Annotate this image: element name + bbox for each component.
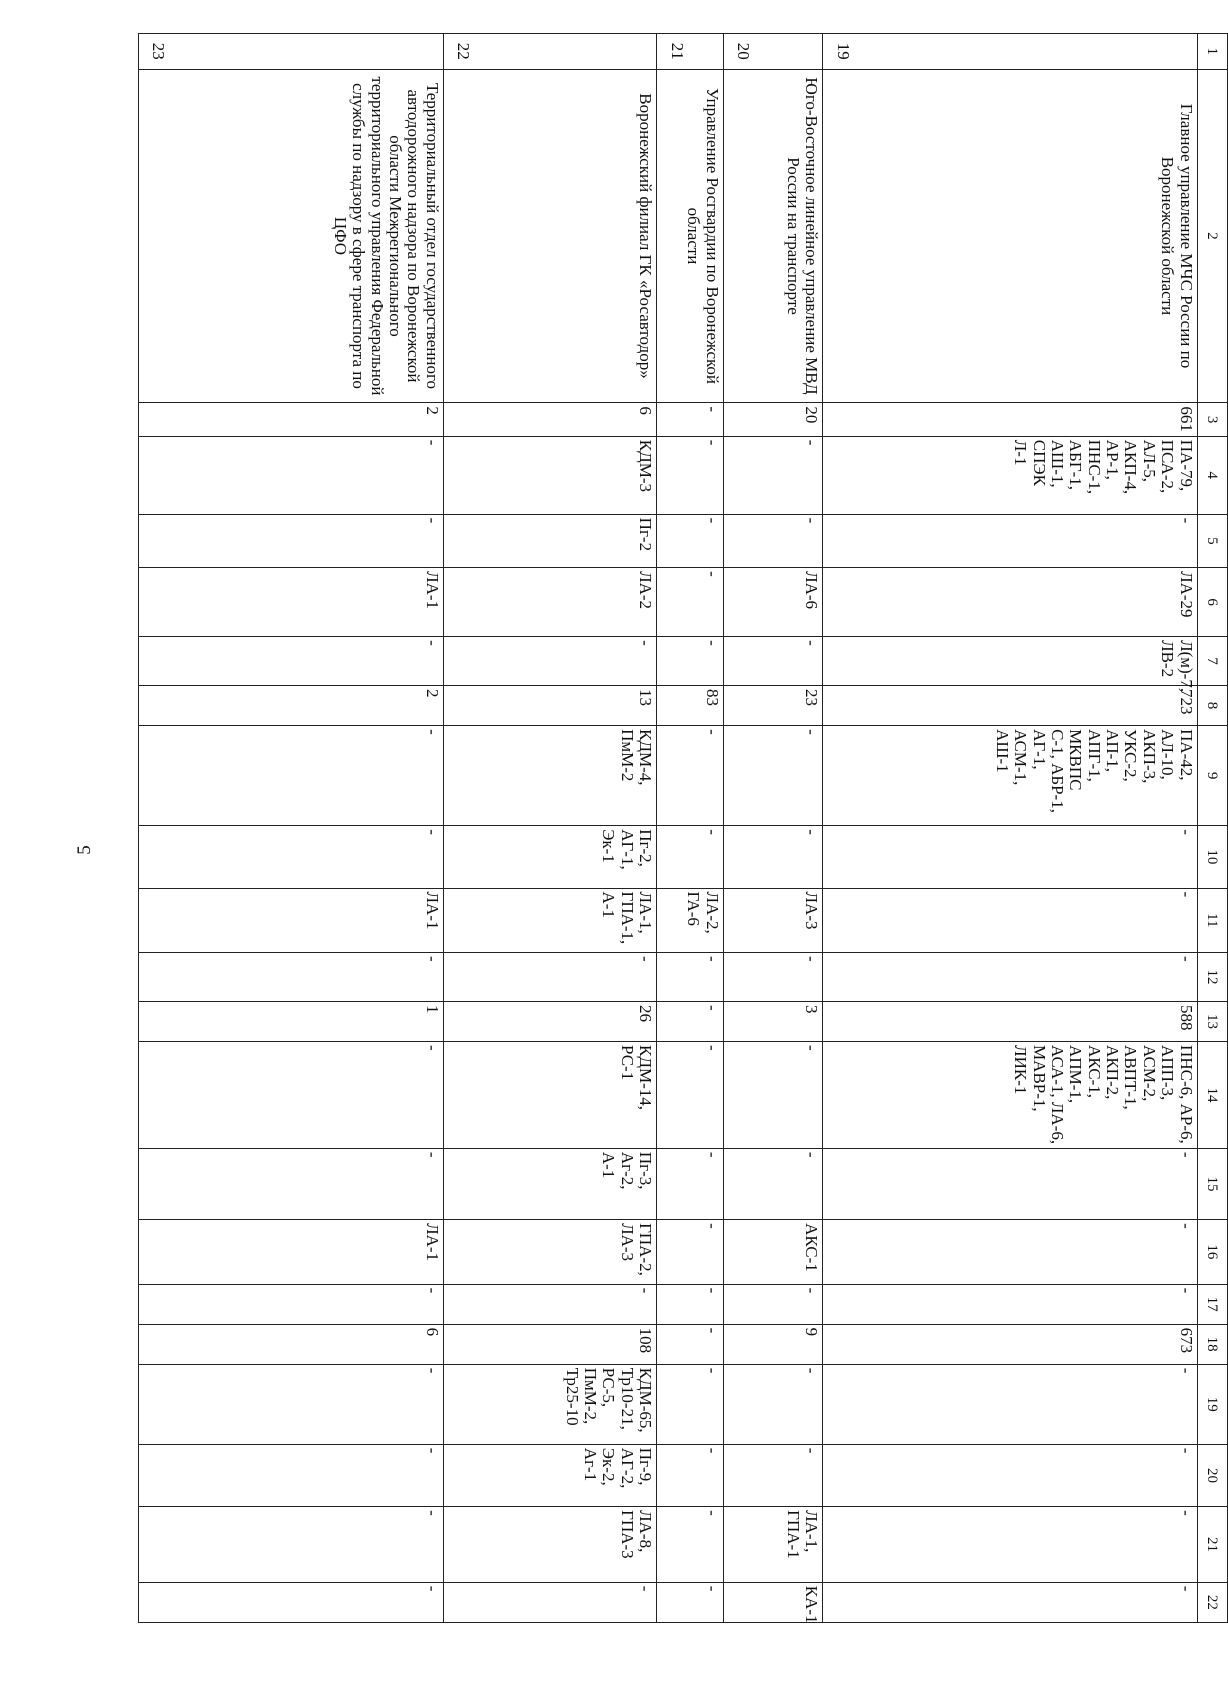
data-cell: - xyxy=(823,826,1197,888)
header-cell: 3 xyxy=(1197,403,1227,436)
data-cell: - xyxy=(443,1582,656,1622)
data-cell: 6 xyxy=(443,403,656,436)
data-cell: - xyxy=(657,1507,724,1583)
organization-name: Юго-Восточное линейное управление МВД России на транспорте xyxy=(723,69,823,403)
data-cell: - xyxy=(823,888,1197,953)
data-cell: - xyxy=(723,514,823,567)
data-cell: - xyxy=(723,953,823,1002)
data-cell: 83 xyxy=(657,686,724,726)
data-cell: ЛА-2, ГА-6 xyxy=(657,888,724,953)
data-cell: Пг-9, АГ-2, Эк-2, Аг-1 xyxy=(443,1444,656,1506)
data-cell: - xyxy=(657,1042,724,1149)
data-cell: - xyxy=(657,1284,724,1324)
data-cell: - xyxy=(657,403,724,436)
header-cell: 6 xyxy=(1197,568,1227,637)
data-cell: КДМ-3 xyxy=(443,436,656,514)
data-cell: - xyxy=(657,436,724,514)
data-cell: ЛА-29 xyxy=(823,568,1197,637)
data-cell: 9 xyxy=(723,1324,823,1364)
header-cell: 7 xyxy=(1197,637,1227,686)
header-cell: 14 xyxy=(1197,1042,1227,1149)
data-cell: 20 xyxy=(723,403,823,436)
data-cell: ГПА-2, ЛА-3 xyxy=(443,1220,656,1285)
data-cell: - xyxy=(723,1364,823,1444)
data-cell: - xyxy=(657,568,724,637)
data-cell: - xyxy=(443,953,656,1002)
table-body xyxy=(139,34,1228,1623)
header-cell: 4 xyxy=(1197,436,1227,514)
data-cell: - xyxy=(139,953,444,1002)
data-cell: - xyxy=(723,1042,823,1149)
data-cell: 2 xyxy=(139,686,444,726)
data-cell: - xyxy=(139,1444,444,1506)
data-cell: - xyxy=(657,1148,724,1219)
organization-name: Воронежский филиал ГК «Росавтодор» xyxy=(443,69,656,403)
data-cell: - xyxy=(657,726,724,826)
data-cell: - xyxy=(139,1582,444,1622)
data-cell: - xyxy=(139,1042,444,1149)
data-cell: - xyxy=(823,514,1197,567)
header-cell: 13 xyxy=(1197,1002,1227,1042)
data-cell: - xyxy=(657,1444,724,1506)
data-cell: Л(м)-7, ЛВ-2 xyxy=(823,637,1197,686)
data-cell: - xyxy=(657,1364,724,1444)
organization-name: Главное управление МЧС России по Воронежской области xyxy=(823,69,1197,403)
data-cell: КДМ-65, Тр10-21, РС-5, ПмМ-2, Тр25-10 xyxy=(443,1364,656,1444)
row-number: 20 xyxy=(723,34,823,70)
table-row xyxy=(823,34,1197,1623)
data-cell: ЛА-1, ГПА-1 xyxy=(723,1507,823,1583)
data-cell: - xyxy=(823,1220,1197,1285)
row-number: 22 xyxy=(443,34,656,70)
data-cell: 1 xyxy=(139,1002,444,1042)
data-cell: - xyxy=(823,1284,1197,1324)
table-row xyxy=(139,34,444,1623)
row-number: 23 xyxy=(139,34,444,70)
data-cell: КДМ-4, ПмМ-2 xyxy=(443,726,656,826)
header-cell: 5 xyxy=(1197,514,1227,567)
header-cell: 20 xyxy=(1197,1444,1227,1506)
data-cell: ЛА-3 xyxy=(723,888,823,953)
data-cell: - xyxy=(823,953,1197,1002)
data-cell: - xyxy=(443,637,656,686)
data-cell: 2 xyxy=(139,403,444,436)
data-cell: 661 xyxy=(823,403,1197,436)
data-cell: Пг-3, Аг-2, А-1 xyxy=(443,1148,656,1219)
data-cell: - xyxy=(657,826,724,888)
organization-name: Территориальный отдел государственного автодорожного надзора по Воронежской области Межрегионального территориального управления Федеральной службы по надзору в сфере транспорта по ЦФО xyxy=(139,69,444,403)
data-cell: ПНС-6, АР-6, АПП-3, АСМ-2, АВПТ-1, АКП-2, АКС-1, АПМ-1, АСА-1, ЛА-6, МАВР-1, ЛИК-1 xyxy=(823,1042,1197,1149)
header-cell: 21 xyxy=(1197,1507,1227,1583)
data-cell: ЛА-2 xyxy=(443,568,656,637)
data-cell: - xyxy=(823,1582,1197,1622)
data-cell: - xyxy=(723,726,823,826)
data-cell: - xyxy=(139,1507,444,1583)
data-cell: - xyxy=(139,1364,444,1444)
data-cell: ПА-79, ПСА-2, АЛ-5, АКП-4, АР-1, ПНС-1, АБГ-1, АШ-1, СПЭК Л-1 xyxy=(823,436,1197,514)
data-cell: - xyxy=(823,1507,1197,1583)
data-cell: КДМ-14, РС-1 xyxy=(443,1042,656,1149)
header-cell: 22 xyxy=(1197,1582,1227,1622)
data-cell: 6 xyxy=(139,1324,444,1364)
data-cell: - xyxy=(657,637,724,686)
data-cell: - xyxy=(723,826,823,888)
rotated-table-wrapper xyxy=(138,33,1228,1623)
data-cell: ЛА-8, ГПА-3 xyxy=(443,1507,656,1583)
header-cell: 9 xyxy=(1197,726,1227,826)
page-number: 5 xyxy=(74,845,95,855)
data-cell: - xyxy=(139,637,444,686)
header-cell: 2 xyxy=(1197,69,1227,403)
data-cell: 673 xyxy=(823,1324,1197,1364)
row-number: 21 xyxy=(657,34,724,70)
data-cell: - xyxy=(723,1148,823,1219)
row-number: 19 xyxy=(823,34,1197,70)
header-cell: 12 xyxy=(1197,953,1227,1002)
data-cell: - xyxy=(443,1284,656,1324)
header-cell: 18 xyxy=(1197,1324,1227,1364)
header-row xyxy=(1197,34,1227,1623)
data-cell: ЛА-1 xyxy=(139,888,444,953)
data-cell: 3 xyxy=(723,1002,823,1042)
data-cell: - xyxy=(657,1324,724,1364)
header-cell: 10 xyxy=(1197,826,1227,888)
organization-name: Управление Росгвардии по Воронежской области xyxy=(657,69,724,403)
data-cell: 23 xyxy=(723,686,823,726)
data-cell: - xyxy=(139,436,444,514)
data-cell: ЛА-1 xyxy=(139,1220,444,1285)
data-cell: - xyxy=(657,1002,724,1042)
header-cell: 1 xyxy=(1197,34,1227,70)
data-cell: - xyxy=(823,1444,1197,1506)
header-cell: 19 xyxy=(1197,1364,1227,1444)
data-cell: Пг-2, АГ-1, Эк-1 xyxy=(443,826,656,888)
header-cell: 11 xyxy=(1197,888,1227,953)
data-cell: - xyxy=(657,1582,724,1622)
data-cell: - xyxy=(723,1444,823,1506)
data-cell: - xyxy=(723,637,823,686)
data-cell: 26 xyxy=(443,1002,656,1042)
data-cell: ЛА-1, ГПА-1, А-1 xyxy=(443,888,656,953)
data-cell: ПА-42, АЛ-10, АКП-3, УКС-2, АП-1, АПГ-1, МКВПС С-1, АБР-1, АГ-1, АСМ-1, АШ-1 xyxy=(823,726,1197,826)
header-cell: 17 xyxy=(1197,1284,1227,1324)
data-cell: - xyxy=(139,1148,444,1219)
data-cell: - xyxy=(657,953,724,1002)
header-cell: 8 xyxy=(1197,686,1227,726)
data-cell: КА-1 xyxy=(723,1582,823,1622)
data-cell: 108 xyxy=(443,1324,656,1364)
data-cell: - xyxy=(723,436,823,514)
header-cell: 15 xyxy=(1197,1148,1227,1219)
table-row xyxy=(443,34,656,1623)
data-cell: - xyxy=(139,514,444,567)
data-cell: 723 xyxy=(823,686,1197,726)
resources-table xyxy=(138,33,1228,1623)
data-cell: 13 xyxy=(443,686,656,726)
data-cell: Пг-2 xyxy=(443,514,656,567)
data-cell: - xyxy=(657,514,724,567)
table-row xyxy=(723,34,823,1623)
data-cell: - xyxy=(139,826,444,888)
data-cell: - xyxy=(139,1284,444,1324)
header-cell: 16 xyxy=(1197,1220,1227,1285)
data-cell: - xyxy=(139,726,444,826)
data-cell: ЛА-1 xyxy=(139,568,444,637)
data-cell: - xyxy=(823,1364,1197,1444)
data-cell: АКС-1 xyxy=(723,1220,823,1285)
data-cell: - xyxy=(657,1220,724,1285)
data-cell: ЛА-6 xyxy=(723,568,823,637)
data-cell: 588 xyxy=(823,1002,1197,1042)
data-cell: - xyxy=(723,1284,823,1324)
table-row xyxy=(657,34,724,1623)
data-cell: - xyxy=(823,1148,1197,1219)
